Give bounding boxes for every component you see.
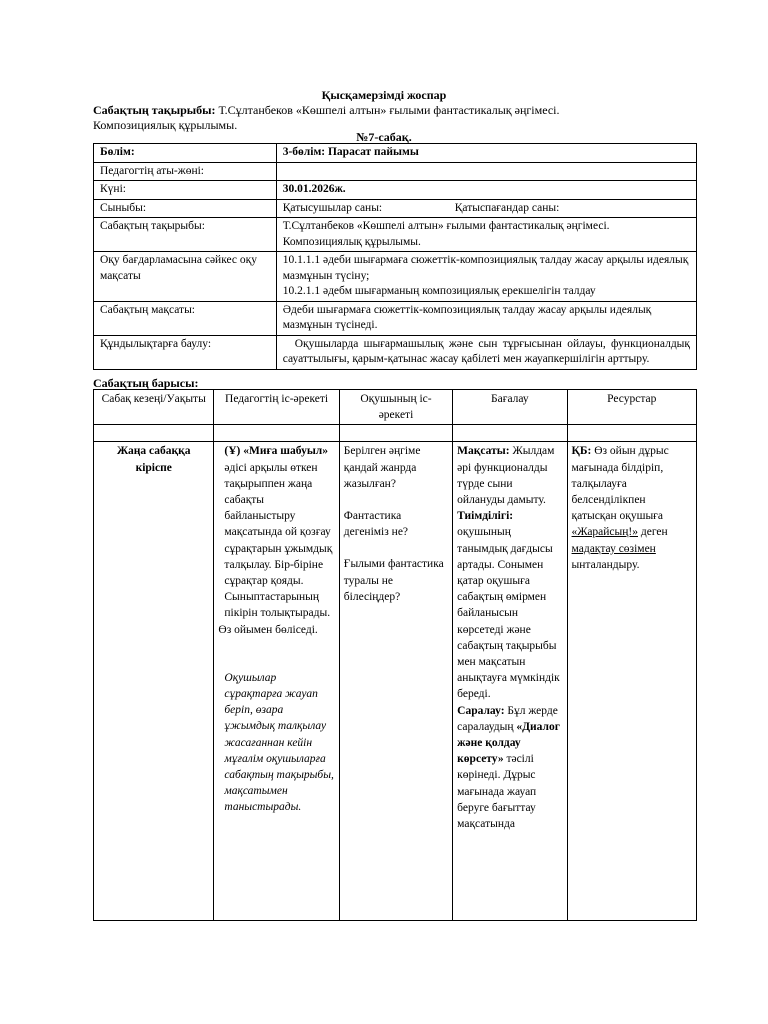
info-label: Күні: <box>94 181 277 200</box>
table-row <box>94 252 697 302</box>
lesson-progress-table <box>93 389 697 921</box>
teacher-activity-italic: Оқушылар сұрақтарға жауап беріп, өзара ұжымдық талқылау жасағаннан кейін мұғалім оқушыларға сабақтың тақырыбы, мақсатымен таныстырады. <box>224 671 334 814</box>
resources-text-3: ынталандыру. <box>571 558 640 571</box>
table-row <box>94 181 697 200</box>
teacher-activity-text: әдісі арқылы өткен тақырыппен жаңа сабақты байланыстыру мақсатында ой қозғау сұрақтарын ұжымдық талқылау. Бір-біріне сұрақтар қояды. Сыныптастарының пікірін толықтырады. <box>224 461 333 620</box>
assessment-method-name: «Диалог және қолдау көрсету» <box>457 720 560 766</box>
info-label: Педагогтің аты-жөні: <box>94 162 277 181</box>
student-question-3: Ғылыми фантастика туралы не білесіңдер? <box>343 558 444 603</box>
column-header: Педагогтің іс-әрекеті <box>214 390 339 425</box>
document-title: Қысқамерзімді жоспар <box>321 88 447 102</box>
table-row <box>94 199 697 218</box>
info-value <box>276 162 696 181</box>
table-row <box>94 144 697 163</box>
praise-phrase: мадақтау сөзімен <box>571 542 656 555</box>
info-value: Әдеби шығармаға сюжеттік-композициялық талдау жасау арқылы идеялық мазмұнын түсінеді. <box>276 301 696 335</box>
lesson-topic <box>93 103 698 133</box>
assessment-label-efficiency: Тиімділігі: <box>457 510 514 523</box>
lesson-info-table <box>93 143 697 370</box>
teacher-activity-text-2: Өз ойымен бөліседі. <box>218 623 318 636</box>
resources-text: Өз ойын дұрыс мағынада білдіріп, талқылауға белсенділікпен қатысқан оқушыға <box>571 445 669 523</box>
assessment-differentiation-text: Бұл жерде саралаудың <box>457 704 558 733</box>
column-header: Оқушының іс-әрекеті <box>339 390 452 425</box>
info-value: 30.01.2026ж. <box>276 181 696 200</box>
method-name: (Ұ) «Миға шабуыл» <box>224 445 329 458</box>
table-row <box>94 425 697 442</box>
resources-text-2: деген <box>638 526 668 539</box>
progress-heading: Сабақтың барысы: <box>93 376 199 390</box>
empty-cell <box>453 425 567 442</box>
resources-label: ҚБ: <box>571 445 592 458</box>
info-label: Сабақтың мақсаты: <box>94 301 277 335</box>
column-header: Бағалау <box>453 390 567 425</box>
assessment-label-goal: Мақсаты: <box>457 445 510 458</box>
lesson-number: №7-сабақ. <box>356 130 412 144</box>
objective-1: 10.1.1.1 әдеби шығармаға сюжеттік-композициялық талдау жасау арқылы идеялық мазмұнын түсіну; <box>282 254 689 282</box>
info-label: Сыныбы: <box>94 199 277 218</box>
topic-text: Т.Сұлтанбеков «Көшпелі алтын» ғылыми фантастикалық әңгімесі. <box>215 103 560 117</box>
table-row <box>94 335 697 369</box>
table-row <box>94 162 697 181</box>
assessment-label-differentiation: Саралау: <box>457 704 505 717</box>
assessment-efficiency-text: оқушының танымдық дағдысы артады. Сонымен қатар оқушыға сабақтың өмірмен байланысын көрсетеді және сабақтың тақырыбы мен мақсатын анықтауға мүмкіндік береді. <box>457 526 560 701</box>
info-label: Құндылықтарға баулу: <box>94 335 277 369</box>
empty-cell <box>214 425 339 442</box>
stage-cell: Жаңа сабаққа кіріспе <box>94 442 214 921</box>
info-value: 3-бөлім: Парасат пайымы <box>276 144 696 163</box>
participants-label: Қатысушылар саны: <box>282 201 383 214</box>
info-value: Т.Сұлтанбеков «Көшпелі алтын» ғылыми фантастикалық әңгімесі. Композициялық құрылымы. <box>276 218 696 252</box>
resources-cell <box>567 442 696 921</box>
info-label: Сабақтың тақырыбы: <box>94 218 277 252</box>
assessment-cell <box>453 442 567 921</box>
info-label: Бөлім: <box>94 144 277 163</box>
absent-label: Қатыспағандар саны: <box>454 201 560 214</box>
info-label: Оқу бағдарламасына сәйкес оқу мақсаты <box>94 252 277 302</box>
assessment-differentiation-text-2: тәсілі көрінеді. Дұрыс мағынада жауап беруге бағыттау мақсатында <box>457 753 537 831</box>
student-activity-cell <box>339 442 452 921</box>
praise-word: «Жарайсың!» <box>571 526 638 539</box>
empty-cell <box>339 425 452 442</box>
teacher-activity-cell <box>214 442 339 921</box>
topic-label: Сабақтың тақырыбы: <box>93 103 216 117</box>
student-question-1: Берілген әңгіме қандай жанрда жазылған? <box>343 445 421 490</box>
student-question-2: Фантастика дегеніміз не? <box>343 510 409 539</box>
topic-text-2: Композициялық құрылымы. <box>93 118 238 132</box>
objective-2: 10.2.1.1 әдебм шығарманың композициялық ерекшелігін талдау <box>282 285 596 297</box>
empty-cell <box>567 425 696 442</box>
empty-cell <box>94 425 214 442</box>
assessment-goal-text: Жылдам әрі функционалды түрде сыни ойлануды дамыту. <box>457 445 555 507</box>
table-header-row <box>94 390 697 425</box>
column-header: Сабақ кезеңі/Уақыты <box>94 390 214 425</box>
info-value <box>276 252 696 302</box>
info-value <box>276 199 696 218</box>
table-row <box>94 301 697 335</box>
table-row <box>94 442 697 921</box>
info-value: Оқушыларда шығармашылық және сын тұрғысынан ойлауы, функционалдық сауаттылығы, қарым-қатынас жасау қабілеті мен жауапкершілігін арттыру. <box>276 335 696 369</box>
column-header: Ресурстар <box>567 390 696 425</box>
table-row <box>94 218 697 252</box>
